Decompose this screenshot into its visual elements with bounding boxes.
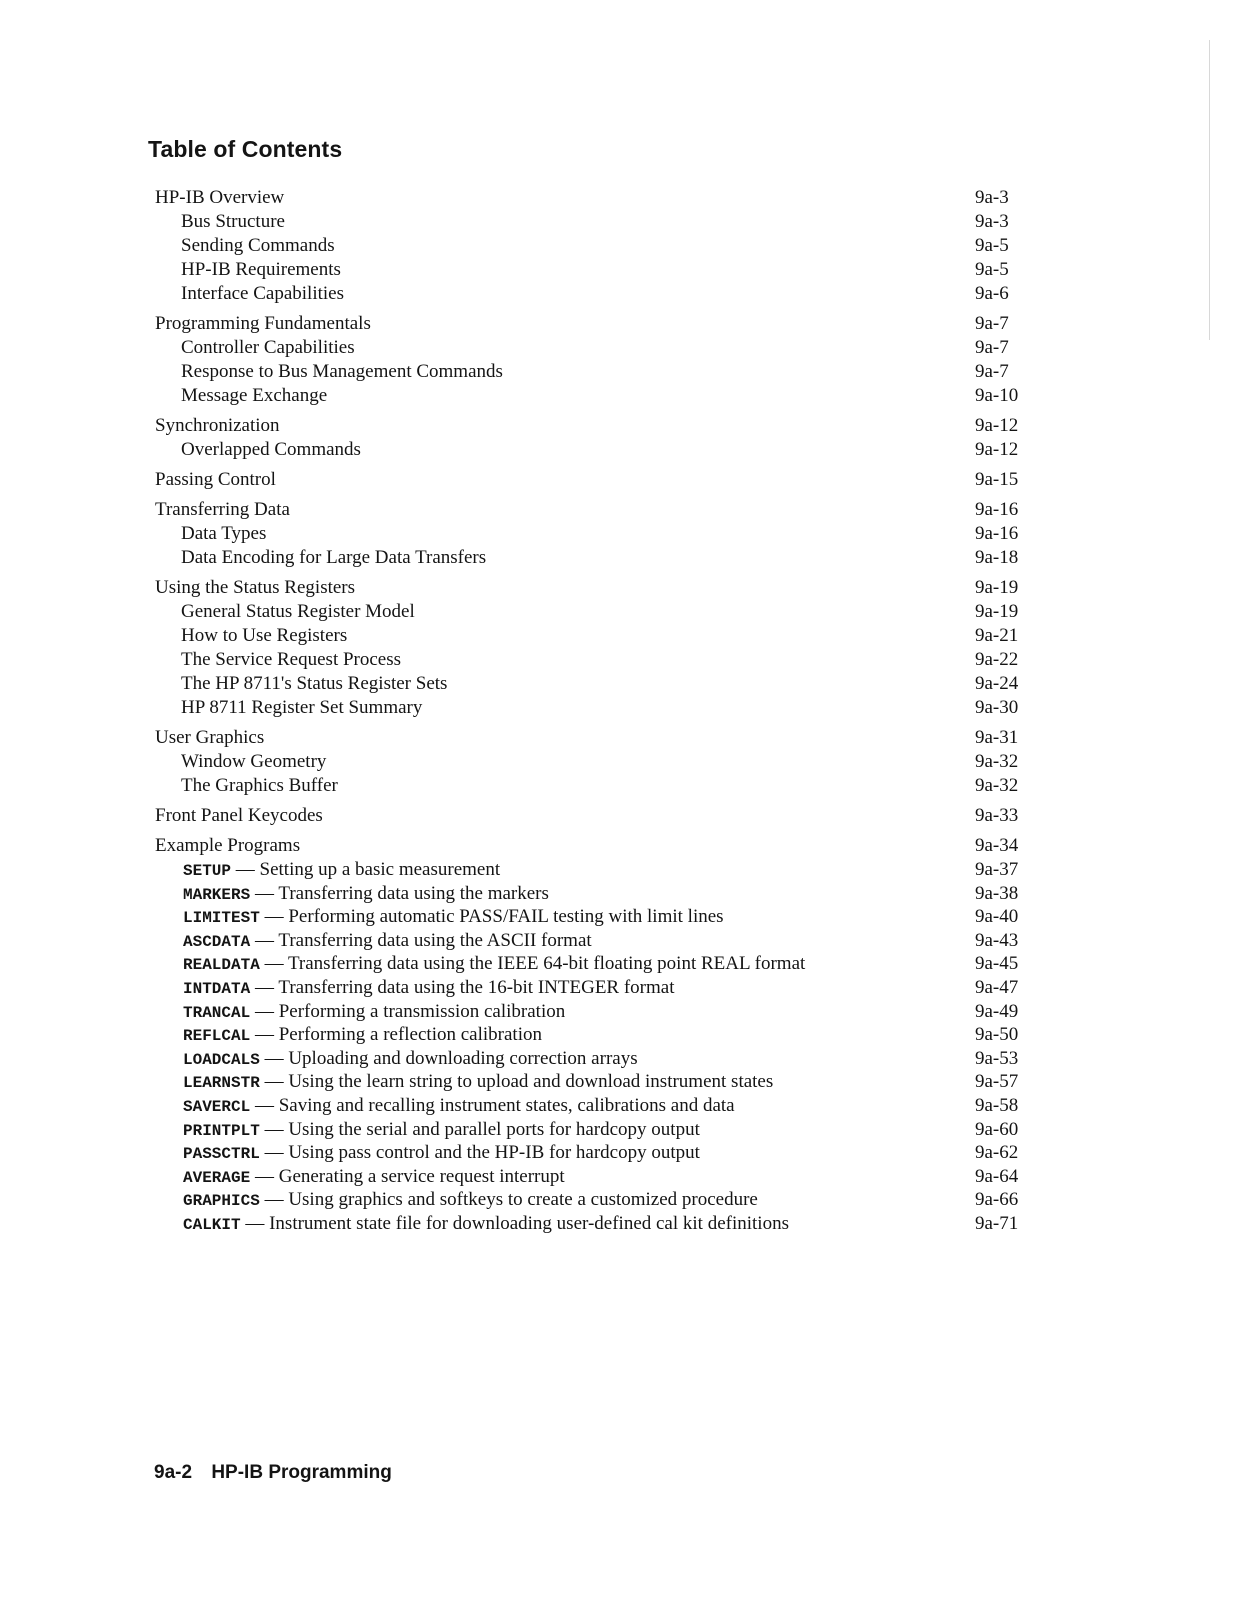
- toc-entry-page: 9a-33: [975, 805, 1019, 826]
- program-description: Performing automatic PASS/FAIL testing with limit lines: [288, 906, 724, 928]
- example-program-entry[interactable]: [155, 1165, 1035, 1189]
- toc-entry-page: 9a-3: [975, 187, 1009, 208]
- toc-entry[interactable]: [155, 804, 1035, 828]
- em-dash: —: [254, 1000, 274, 1022]
- example-program-entry[interactable]: [155, 929, 1035, 953]
- toc-subentry-title: General Status Register Model: [181, 601, 415, 622]
- toc-subentry-title: Window Geometry: [181, 751, 327, 772]
- em-dash: —: [254, 976, 274, 998]
- program-name: SETUP: [183, 862, 232, 880]
- toc-subentry-page: 9a-19: [975, 601, 1019, 622]
- toc-subentry[interactable]: [155, 672, 1035, 696]
- em-dash: —: [245, 1212, 265, 1234]
- program-description: Saving and recalling instrument states, calibrations and data: [278, 1094, 735, 1116]
- example-program-entry[interactable]: [155, 1023, 1035, 1047]
- toc-subentry-page: 9a-3: [975, 211, 1009, 232]
- toc-section: [155, 312, 1035, 408]
- toc-entry-title: Passing Control: [155, 469, 276, 490]
- toc-entry-page: 9a-15: [975, 469, 1019, 490]
- toc-subentry[interactable]: [155, 696, 1035, 720]
- em-dash: —: [264, 1189, 284, 1211]
- example-program-page: 9a-50: [975, 1024, 1019, 1046]
- program-description: Uploading and downloading correction arrays: [288, 1047, 638, 1069]
- program-description: Generating a service request interrupt: [278, 1165, 565, 1187]
- program-name: GRAPHICS: [183, 1192, 260, 1211]
- program-name: AVERAGE: [183, 1168, 251, 1187]
- example-program-page: 9a-71: [975, 1212, 1019, 1234]
- footer-page-number: 9a-2: [154, 1462, 193, 1483]
- toc-section: [155, 804, 1035, 828]
- toc-entry[interactable]: [155, 312, 1035, 336]
- em-dash: —: [264, 1142, 284, 1164]
- toc-subentry[interactable]: [155, 624, 1035, 648]
- toc-subentry[interactable]: [155, 438, 1035, 462]
- program-name: SAVERCL: [183, 1097, 251, 1116]
- toc-subentry[interactable]: [155, 522, 1035, 546]
- program-name: REALDATA: [183, 956, 260, 975]
- program-description: Setting up a basic measurement: [259, 859, 501, 880]
- program-name: ASCDATA: [183, 932, 251, 951]
- toc-entry-title: Synchronization: [155, 415, 280, 436]
- toc-subentry-page: 9a-6: [975, 283, 1009, 304]
- toc-section: [155, 414, 1035, 462]
- example-program-entry[interactable]: [155, 1141, 1035, 1165]
- toc-subentry-title: Sending Commands: [181, 235, 335, 256]
- toc-subentry-title: Data Encoding for Large Data Transfers: [181, 547, 487, 568]
- toc-subentry-title: The HP 8711's Status Register Sets: [181, 673, 448, 694]
- toc-entry-title: User Graphics: [155, 727, 265, 748]
- toc-subentry-page: 9a-21: [975, 625, 1019, 646]
- program-name: REFLCAL: [183, 1027, 251, 1046]
- toc-subentry-page: 9a-7: [975, 337, 1009, 358]
- program-description: Using the learn string to upload and download instrument states: [288, 1071, 774, 1093]
- toc-subentry[interactable]: [155, 546, 1035, 570]
- example-program-label: [155, 1141, 700, 1167]
- program-name: LEARNSTR: [183, 1074, 260, 1093]
- example-program-entry[interactable]: [155, 1188, 1035, 1212]
- example-program-entry[interactable]: [155, 1118, 1035, 1142]
- example-program-page: 9a-49: [975, 1000, 1019, 1022]
- toc-subentry-title: Message Exchange: [181, 385, 328, 406]
- toc-subentry[interactable]: [155, 750, 1035, 774]
- toc-subentry[interactable]: [155, 234, 1035, 258]
- program-name: LIMITEST: [183, 909, 260, 928]
- toc-subentry-title: Data Types: [181, 523, 267, 544]
- toc-entry-title: Programming Fundamentals: [155, 313, 371, 334]
- program-name: TRANCAL: [183, 1003, 251, 1022]
- em-dash: —: [254, 929, 274, 951]
- toc-subentry-page: 9a-32: [975, 751, 1019, 772]
- toc-entry[interactable]: [155, 468, 1035, 492]
- program-name: CALKIT: [183, 1215, 241, 1234]
- example-program-page: 9a-62: [975, 1142, 1019, 1164]
- em-dash: —: [264, 906, 284, 928]
- toc-subentry-page: 9a-32: [975, 775, 1019, 796]
- em-dash: —: [264, 1071, 284, 1093]
- toc-subentry-title: HP 8711 Register Set Summary: [181, 697, 423, 718]
- toc-subentry-title: Controller Capabilities: [181, 337, 355, 358]
- example-program-entry[interactable]: [155, 1070, 1035, 1094]
- footer-chapter-title: HP-IB Programming: [211, 1462, 392, 1483]
- toc-list: [155, 186, 1035, 1242]
- program-description: Transferring data using the 16-bit INTEGER format: [278, 976, 675, 998]
- toc-subentry-page: 9a-24: [975, 673, 1019, 694]
- toc-subentry-title: Bus Structure: [181, 211, 285, 232]
- toc-subentry[interactable]: [155, 282, 1035, 306]
- example-program-label: [155, 976, 675, 1002]
- toc-subentry-title: The Service Request Process: [181, 649, 402, 670]
- example-program-label: [155, 1165, 565, 1191]
- toc-entry-title: HP-IB Overview: [155, 187, 285, 208]
- example-program-label: [155, 1047, 638, 1073]
- program-name: PASSCTRL: [183, 1145, 260, 1164]
- program-description: Transferring data using the IEEE 64-bit floating point REAL format: [287, 953, 806, 975]
- toc-subentry-page: 9a-5: [975, 259, 1009, 280]
- example-program-entry[interactable]: [155, 905, 1035, 929]
- toc-subentry-title: The Graphics Buffer: [181, 775, 338, 796]
- program-description: Performing a reflection calibration: [278, 1024, 542, 1046]
- example-program-label: [155, 1188, 758, 1214]
- example-program-label: [155, 858, 500, 884]
- example-program-label: [155, 1118, 700, 1144]
- example-program-label: [155, 952, 805, 978]
- toc-entry-page: 9a-19: [975, 577, 1019, 598]
- example-program-entry[interactable]: [155, 1000, 1035, 1024]
- toc-subentry-title: Overlapped Commands: [181, 439, 361, 460]
- toc-entry-page: 9a-7: [975, 313, 1009, 334]
- toc-subentry[interactable]: [155, 774, 1035, 798]
- toc-section: [155, 498, 1035, 570]
- toc-section: [155, 726, 1035, 798]
- example-program-label: [155, 1094, 735, 1120]
- toc-subentry-page: 9a-12: [975, 439, 1019, 460]
- toc-section-examples: [155, 834, 1035, 1236]
- toc-subentry-page: 9a-22: [975, 649, 1019, 670]
- example-program-entry[interactable]: [155, 1212, 1035, 1236]
- toc-subentry-page: 9a-10: [975, 385, 1019, 406]
- example-program-page: 9a-64: [975, 1165, 1019, 1187]
- example-program-label: [155, 929, 592, 955]
- toc-entry-title: Front Panel Keycodes: [155, 805, 323, 826]
- em-dash: —: [264, 1118, 284, 1140]
- example-program-label: [155, 1000, 565, 1026]
- em-dash: —: [264, 953, 284, 975]
- example-program-page: 9a-66: [975, 1189, 1019, 1211]
- toc-entry-title: Using the Status Registers: [155, 577, 356, 598]
- example-program-page: 9a-47: [975, 976, 1019, 998]
- example-program-page: 9a-58: [975, 1094, 1019, 1116]
- program-description: Transferring data using the markers: [278, 882, 549, 904]
- toc-entry-title: Transferring Data: [155, 499, 290, 520]
- em-dash: —: [254, 1094, 274, 1116]
- example-program-page: 9a-60: [975, 1118, 1019, 1140]
- toc-subentry-page: 9a-18: [975, 547, 1019, 568]
- toc-entry-page: 9a-16: [975, 499, 1019, 520]
- toc-subentry-title: How to Use Registers: [181, 625, 348, 646]
- example-program-label: [155, 1212, 789, 1238]
- toc-subentry-title: Interface Capabilities: [181, 283, 345, 304]
- program-name: PRINTPLT: [183, 1121, 260, 1140]
- toc-section: [155, 468, 1035, 492]
- example-program-entry[interactable]: [155, 858, 1035, 882]
- toc-entry[interactable]: [155, 414, 1035, 438]
- example-program-page: 9a-37: [975, 859, 1019, 880]
- example-program-entry[interactable]: [155, 976, 1035, 1000]
- toc-entry[interactable]: [155, 498, 1035, 522]
- example-program-page: 9a-53: [975, 1047, 1019, 1069]
- toc-heading: Table of Contents: [148, 136, 343, 162]
- toc-subentry[interactable]: [155, 648, 1035, 672]
- toc-entry-page: 9a-34: [975, 835, 1019, 856]
- toc-subentry-page: 9a-30: [975, 697, 1019, 718]
- program-description: Instrument state file for downloading user-defined cal kit definitions: [269, 1212, 789, 1234]
- em-dash: —: [254, 882, 274, 904]
- toc-subentry-page: 9a-16: [975, 523, 1019, 544]
- toc-subentry[interactable]: [155, 360, 1035, 384]
- example-program-page: 9a-45: [975, 953, 1019, 975]
- program-description: Using the serial and parallel ports for hardcopy output: [288, 1118, 700, 1140]
- program-description: Transferring data using the ASCII format: [278, 929, 592, 951]
- toc-section: [155, 576, 1035, 720]
- program-name: LOADCALS: [183, 1050, 260, 1069]
- toc-section: [155, 186, 1035, 306]
- toc-subentry-title: HP-IB Requirements: [181, 259, 341, 280]
- em-dash: —: [254, 1165, 274, 1187]
- toc-subentry-title: Response to Bus Management Commands: [181, 361, 503, 382]
- example-program-entry[interactable]: [155, 1094, 1035, 1118]
- scan-edge-line: [1209, 40, 1210, 340]
- toc-entry[interactable]: [155, 576, 1035, 600]
- em-dash: —: [254, 1024, 274, 1046]
- example-program-page: 9a-43: [975, 929, 1019, 951]
- example-program-page: 9a-57: [975, 1071, 1019, 1093]
- example-program-page: 9a-40: [975, 906, 1019, 928]
- example-program-entry[interactable]: [155, 882, 1035, 906]
- toc-entry-page: 9a-31: [975, 727, 1019, 748]
- example-program-page: 9a-38: [975, 882, 1019, 904]
- toc-entry[interactable]: [155, 726, 1035, 750]
- em-dash: —: [264, 1047, 284, 1069]
- toc-subentry-page: 9a-7: [975, 361, 1009, 382]
- program-name: MARKERS: [183, 885, 251, 904]
- program-description: Using pass control and the HP-IB for hardcopy output: [288, 1142, 700, 1164]
- toc-subentry-page: 9a-5: [975, 235, 1009, 256]
- toc-subentry[interactable]: [155, 336, 1035, 360]
- toc-entry[interactable]: [155, 834, 1035, 858]
- program-description: Using graphics and softkeys to create a customized procedure: [288, 1189, 758, 1211]
- page-footer: [154, 1462, 392, 1484]
- toc-subentry[interactable]: [155, 210, 1035, 234]
- example-program-label: [155, 882, 549, 908]
- example-program-entry[interactable]: [155, 1047, 1035, 1071]
- program-name: INTDATA: [183, 979, 251, 998]
- toc-entry[interactable]: [155, 186, 1035, 210]
- example-program-label: [155, 905, 724, 931]
- example-program-label: [155, 1023, 542, 1049]
- toc-subentry[interactable]: [155, 600, 1035, 624]
- toc-entry-title: Example Programs: [155, 835, 301, 856]
- example-program-entry[interactable]: [155, 952, 1035, 976]
- em-dash: —: [235, 859, 255, 880]
- program-description: Performing a transmission calibration: [278, 1000, 566, 1022]
- example-program-label: [155, 1070, 773, 1096]
- toc-subentry[interactable]: [155, 258, 1035, 282]
- toc-subentry[interactable]: [155, 384, 1035, 408]
- toc-entry-page: 9a-12: [975, 415, 1019, 436]
